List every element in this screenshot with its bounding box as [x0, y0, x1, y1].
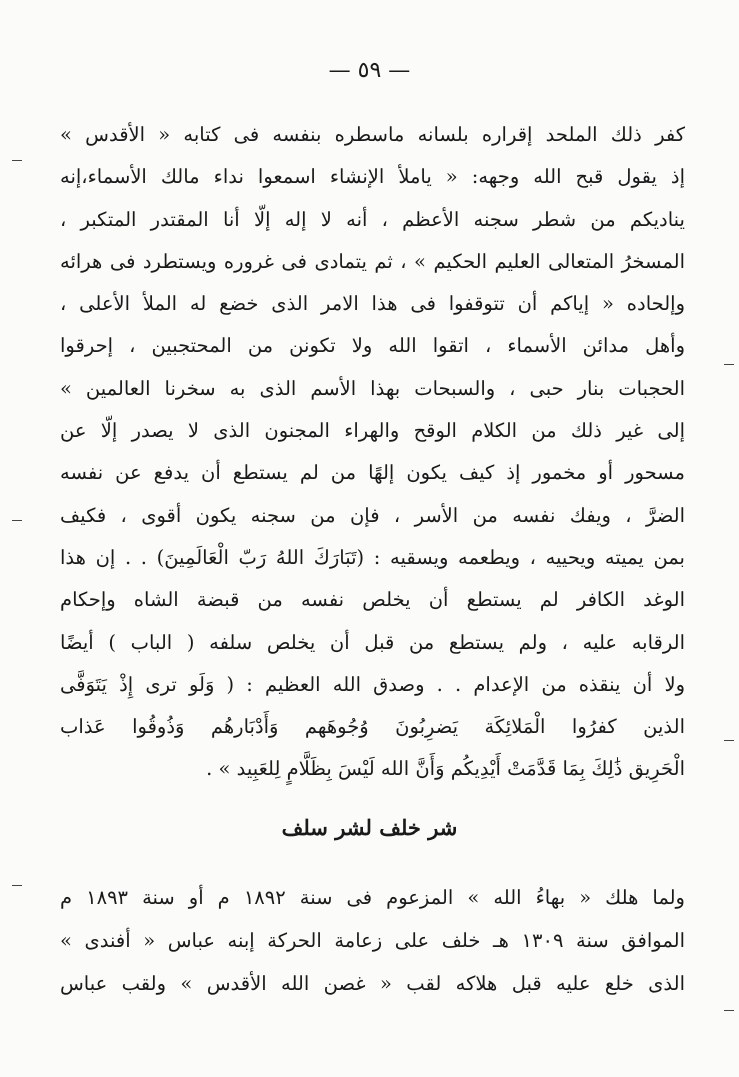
paragraph-main [60, 114, 685, 791]
paragraph-second [60, 876, 685, 1005]
text-line: وإلحاده « إياكم أن تتوقفوا فى هذا الامر الذى خضع له الملأ الأعلى ، [60, 292, 685, 316]
text-line: كفر ذلك الملحد إقراره بلسانه ماسطره بنفسه فى كتابه « الأقدس » [60, 123, 685, 146]
margin-mark [12, 160, 22, 161]
text-line: وأهل مدائن الأسماء ، اتقوا الله ولا تكونن من المحتجبين ، إحرقوا [60, 334, 685, 358]
text-line: بمن يميته ويحييه ، ويطعمه ويسقيه : (تَبَارَكَ اللهُ رَبّ الْعَالَمِينَ) . . إن هذا [60, 545, 685, 569]
text-line: مسحور أو مخمور إذ كيف يكون إلهًا من لم يستطع أن يدفع عن نفسه [60, 461, 685, 485]
text-line: الوغد الكافر لم يستطع أن يخلص نفسه من قبضة الشاه وإحكام [60, 588, 685, 612]
margin-mark [724, 740, 734, 741]
text-line: المسخرُ المتعالى العليم الحكيم » ، ثم يتمادى فى غروره ويستطرد فى هرائه [60, 249, 685, 273]
text-line: الْحَرِيق ذَٰلِكَ بِمَا قَدَّمَتْ أَيْدِيكُم وَأَنَّ الله لَيْسَ بِظَلَّامٍ لِلعَبِيد » . [206, 757, 685, 781]
text-line: الذى خلع عليه قبل هلاكه لقب « غصن الله الأقدس » ولقب عباس [60, 972, 685, 995]
page-number: — ٥٩ — [328, 58, 411, 83]
text-line: الرقابه عليه ، ولم يستطع من قبل أن يخلص سلفه ( الباب ) أيضًا [60, 630, 685, 654]
margin-mark [12, 520, 22, 521]
text-line: الضرَّ ، ويفك نفسه من الأسر ، فإن من سجنه يكون أقوى ، فكيف [60, 503, 685, 527]
margin-mark [12, 885, 22, 886]
text-line: إذ يقول قبح الله وجهه: « ياملأ الإنشاء اسمعوا نداء مالك الأسماء،إنه [60, 165, 685, 189]
margin-mark [724, 364, 734, 365]
text-line: ولا أن ينقذه من الإعدام . . وصدق الله العظيم : ( وَلَو ترى إِذْ يَتَوَفَّى [60, 672, 685, 696]
margin-mark [724, 1010, 734, 1011]
text-line: الموافق سنة ١٣٠٩ هـ خلف على زعامة الحركة إبنه عباس « أفندى » [60, 929, 685, 952]
text-line: يناديكم من شطر سجنه الأعظم ، أنه لا إله إلّا أنا المقتدر المتكبر ، [60, 207, 685, 231]
text-line: الذين كفرُوا الْمَلائِكَة يَضرِبُونَ وُجُوهَهم وَأَدْبَارهُم وَذُوقُوا عَذاب [60, 715, 685, 739]
section-heading: شر خلف لشر سلف [281, 815, 458, 840]
text-line: الحجبات بنار حبى ، والسبحات بهذا الأسم الذى به سخرنا العالمين » [60, 376, 685, 400]
text-line: ولما هلك « بهاءُ الله » المزعوم فى سنة ١٨٩٢ م أو سنة ١٨٩٣ م [60, 886, 685, 909]
text-line: إلى غير ذلك من الكلام الوقح والهراء المجنون الذى لا يصدر إلّا عن [60, 419, 685, 443]
